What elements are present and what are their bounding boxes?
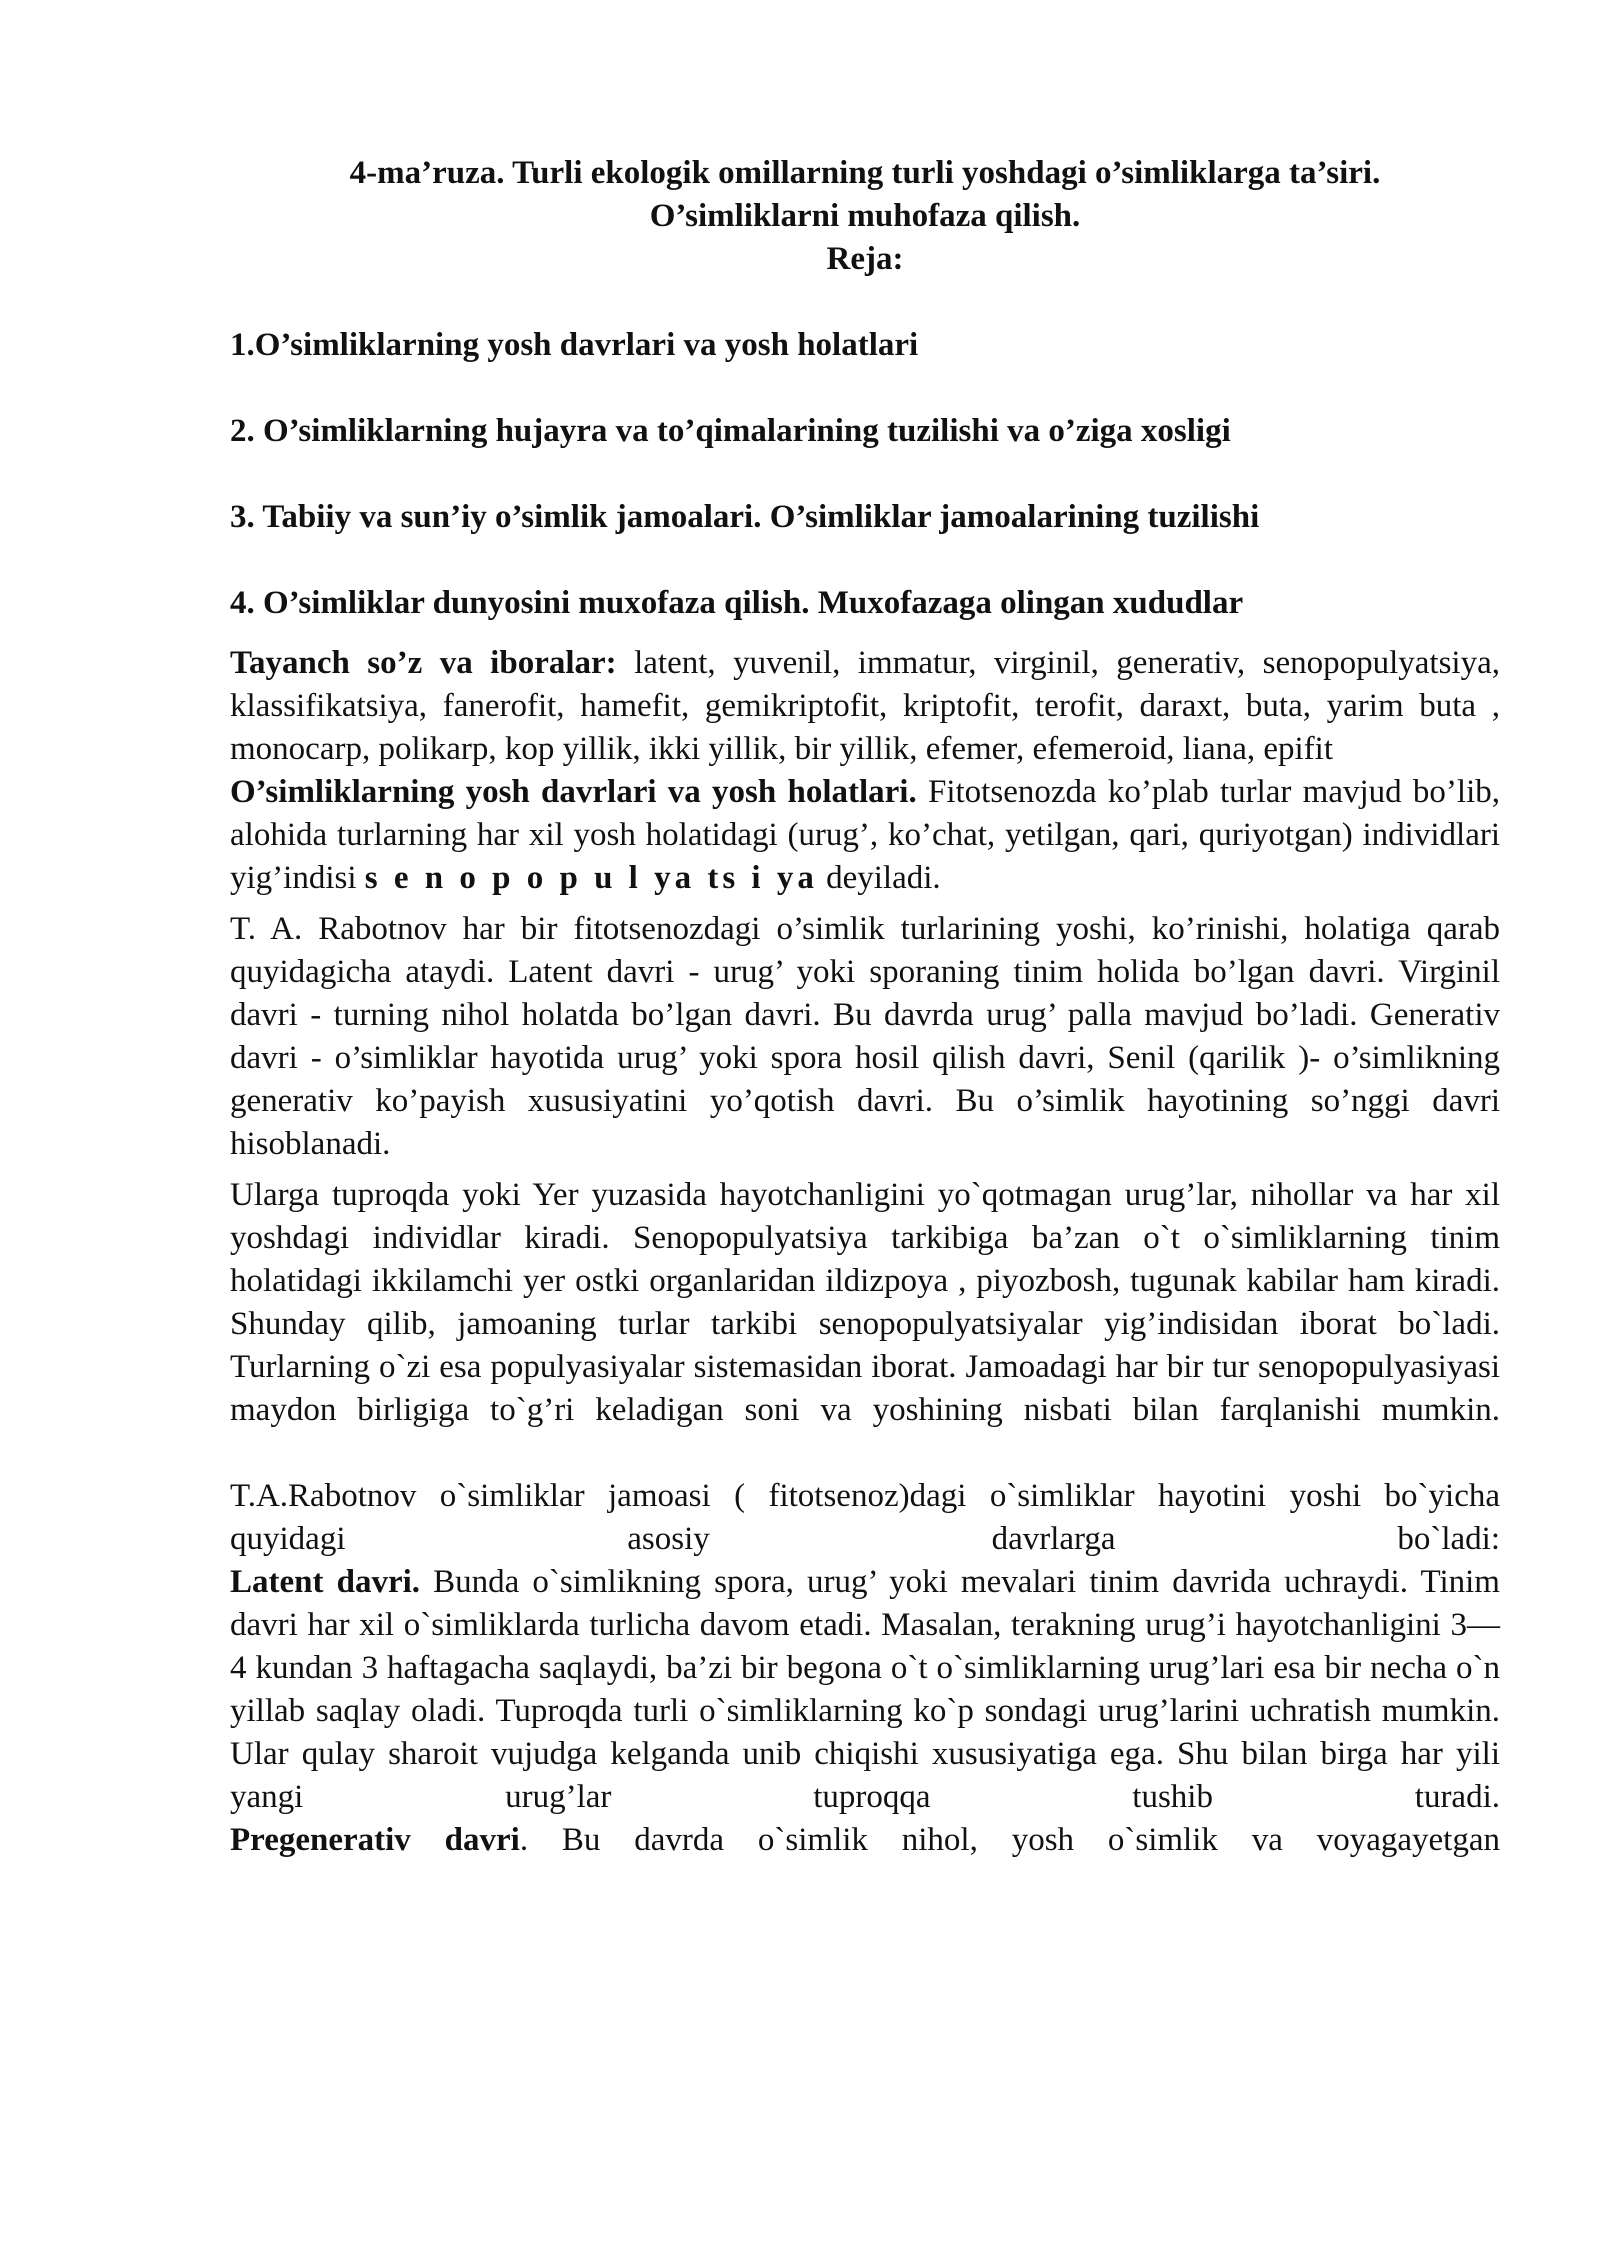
latent-text: Bunda o`simlikning spora, urug’ yoki mevalari tinim davrida uchraydi. Tinim davri har xil o`simliklarda turlicha davom etadi. Masalan, terakning urug’i hayotchanligini 3—4 kundan 3 haftagacha saqlaydi, ba’zi bir begona o`t o`simliklarning urug’lari esa bir necha o`n yillab saqlay oladi. Tuproqda turli o`simliklarning ko`p sondagi urug’larini uchratish mumkin. Ular qulay sharoit vujudga kelganda unib chiqishi xususiyatiga ega. Shu bilan birga har yili yangi urug’lar tuproqqa tushib turadi. xyxy=(230,1564,1500,1815)
pregenerativ-paragraph xyxy=(230,1819,1500,1862)
plan-list xyxy=(230,281,1500,625)
keywords-paragraph xyxy=(230,642,1500,771)
title-line-2: O’simliklarni muhofaza qilish. xyxy=(649,198,1081,234)
title-line-3: Reja: xyxy=(826,241,904,277)
pregenerativ-text: . Bu davrda o`simlik nihol, yosh o`simlik va voyagayetgan xyxy=(519,1822,1500,1858)
section-age-periods-end: deyiladi. xyxy=(817,860,941,896)
keywords-text: latent, yuvenil, immatur, virginil, generativ, senopopulyatsiya, klassifikatsiya, fanerofit, hamefit, gemikriptofit, kriptofit, terofit, daraxt, buta, yarim buta , monocarp, polikarp, kop yillik, ikki yillik, bir yillik, efemer, efemeroid, liana, epifit xyxy=(230,645,1500,767)
senopopulyatsiya-term: s e n o p o p u l ya ts i ya xyxy=(364,860,818,896)
pregenerativ-heading: Pregenerativ davri xyxy=(230,1822,520,1858)
latent-paragraph xyxy=(230,1561,1500,1819)
lecture-title xyxy=(230,152,1500,281)
plan-item-3: 3. Tabiiy va sun’iy o’simlik jamoalari. O’simliklar jamoalarining tuzilishi xyxy=(230,499,1260,535)
plan-item-2: 2. O’simliklarning hujayra va to’qimalarining tuzilishi va o’ziga xosligi xyxy=(230,413,1231,449)
section-age-periods-text: Fitotsenozda ko’plab turlar mavjud bo’lib, alohida turlarning har xil yosh holatidagi (urug’, ko’chat, yetilgan, qari, quriyotgan) individlari yig’indisi xyxy=(230,774,1500,896)
ularga-paragraph: Ularga tuproqda yoki Yer yuzasida hayotchanligini yo`qotmagan urug’lar, nihollar va har xil yoshdagi individlar kiradi. Senopopulyatsiya tarkibiga ba’zan o`t o`simliklarning tinim holatidagi ikkilamchi yer ostki organlaridan ildizpoya , piyozbosh, tugunak kabilar ham kiradi. Shunday qilib, jamoaning turlar tarkibi senopopulyatsiyalar yig’indisidan iborat bo`ladi. Turlarning o`zi esa populyasiyalar sistemasidan iborat. Jamoadagi har bir tur senopopulyasiyasi maydon birligiga to`g’ri keladigan soni va yoshining nisbati bilan farqlanishi mumkin. xyxy=(230,1177,1500,1428)
keywords-label: Tayanch so’z va iboralar: xyxy=(230,645,617,681)
rabotnov-paragraph: T. A. Rabotnov har bir fitotsenozdagi o’simlik turlarining yoshi, ko’rinishi, holatiga qarab quyidagicha ataydi. Latent davri - urug’ yoki sporaning tinim holida bo’lgan davri. Virginil davri - turning nihol holatda bo’lgan davri. Bu davrda urug’ palla mavjud bo’ladi. Generativ davri - o’simliklar hayotida urug’ yoki spora hosil qilish davri, Senil (qarilik )- o’simlikning generativ ko’payish xususiyatini yo’qotish davri. Bu o’simlik hayotining so’nggi davri hisoblanadi. xyxy=(230,911,1500,1162)
plan-item-4: 4. O’simliklar dunyosini muxofaza qilish. Muxofazaga olingan xududlar xyxy=(230,585,1244,621)
plan-item-1: 1.O’simliklarning yosh davrlari va yosh holatlari xyxy=(230,327,919,363)
latent-heading: Latent davri. xyxy=(230,1564,421,1600)
section-age-periods-heading: O’simliklarning yosh davrlari va yosh holatlari. xyxy=(230,774,917,810)
section-age-periods xyxy=(230,771,1500,900)
title-line-1: 4-ma’ruza. Turli ekologik omillarning turli yoshdagi o’simliklarga ta’siri. xyxy=(349,155,1381,191)
rabotnov-periods-intro: T.A.Rabotnov o`simliklar jamoasi ( fitotsenoz)dagi o`simliklar hayotini yoshi bo`yicha quyidagi asosiy davrlarga bo`ladi: xyxy=(230,1478,1500,1557)
